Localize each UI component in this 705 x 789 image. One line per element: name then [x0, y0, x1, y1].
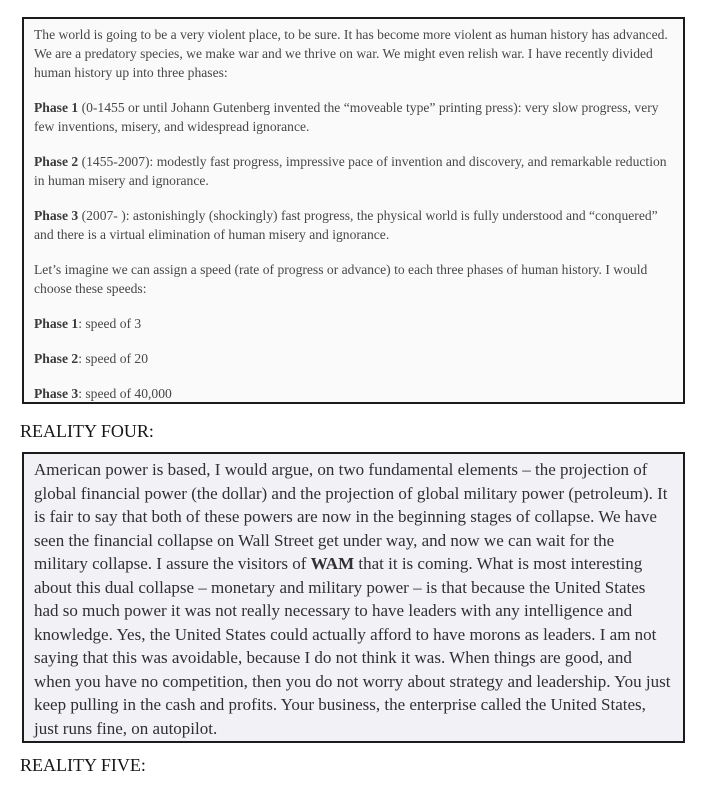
- speeds-intro-paragraph: Let’s imagine we can assign a speed (rate of progress or advance) to each three phases of human history. I would choose these speeds:: [34, 262, 648, 296]
- phase-1-speed-line: Phase 1: speed of 3: [34, 316, 142, 331]
- american-power-text-box: [22, 452, 685, 743]
- american-power-paragraph: American power is based, I would argue, on two fundamental elements – the projection of global financial power (the dollar) and the projection of global military power (petroleum). It is fair to say that both of these powers are now in the beginning stages of collapse. We have seen the financial collapse on Wall Street get under way, and now we can wait for the military collapse. I assure the visitors of WAM that it is coming. What is most interesting about this dual collapse – monetary and military power – is that because the United States had so much power it was not really necessary to have leaders with any intelligence and knowledge. Yes, the United States could actually afford to have morons as leaders. I am not saying that this was avoidable, because I do not think it was. When things are good, and when you have no competition, then you do not worry about strategy and leadership. You just keep pulling in the cash and profits. Your business, the enterprise called the United States, just runs fine, on autopilot.: [34, 460, 671, 738]
- wam-bold-text: WAM: [310, 554, 355, 573]
- phase-3-speed-line: Phase 3: speed of 40,000: [34, 386, 172, 401]
- phase-1-paragraph: Phase 1 (0-1455 or until Johann Gutenberg invented the “moveable type” printing press): very slow progress, very few inventions, misery, and widespread ignorance.: [34, 100, 659, 134]
- intro-paragraph: The world is going to be a very violent place, to be sure. It has become more violent as human history has advanced. We are a predatory species, we make war and we thrive on war. We might even relish war. I have recently divided human history up into three phases:: [34, 27, 668, 80]
- phase-3-paragraph: Phase 3 (2007- ): astonishingly (shockingly) fast progress, the physical world is fully understood and “conquered” and there is a virtual elimination of human misery and ignorance.: [34, 208, 658, 242]
- phase-2-speed-line: Phase 2: speed of 20: [34, 351, 149, 366]
- phase-2-paragraph: Phase 2 (1455-2007): modestly fast progress, impressive pace of invention and discovery, and remarkable reduction in human misery and ignorance.: [34, 154, 667, 188]
- reality-five-label: REALITY FIVE:: [20, 755, 146, 775]
- three-phases-text-box: [22, 17, 685, 404]
- reality-four-label: REALITY FOUR:: [20, 421, 154, 441]
